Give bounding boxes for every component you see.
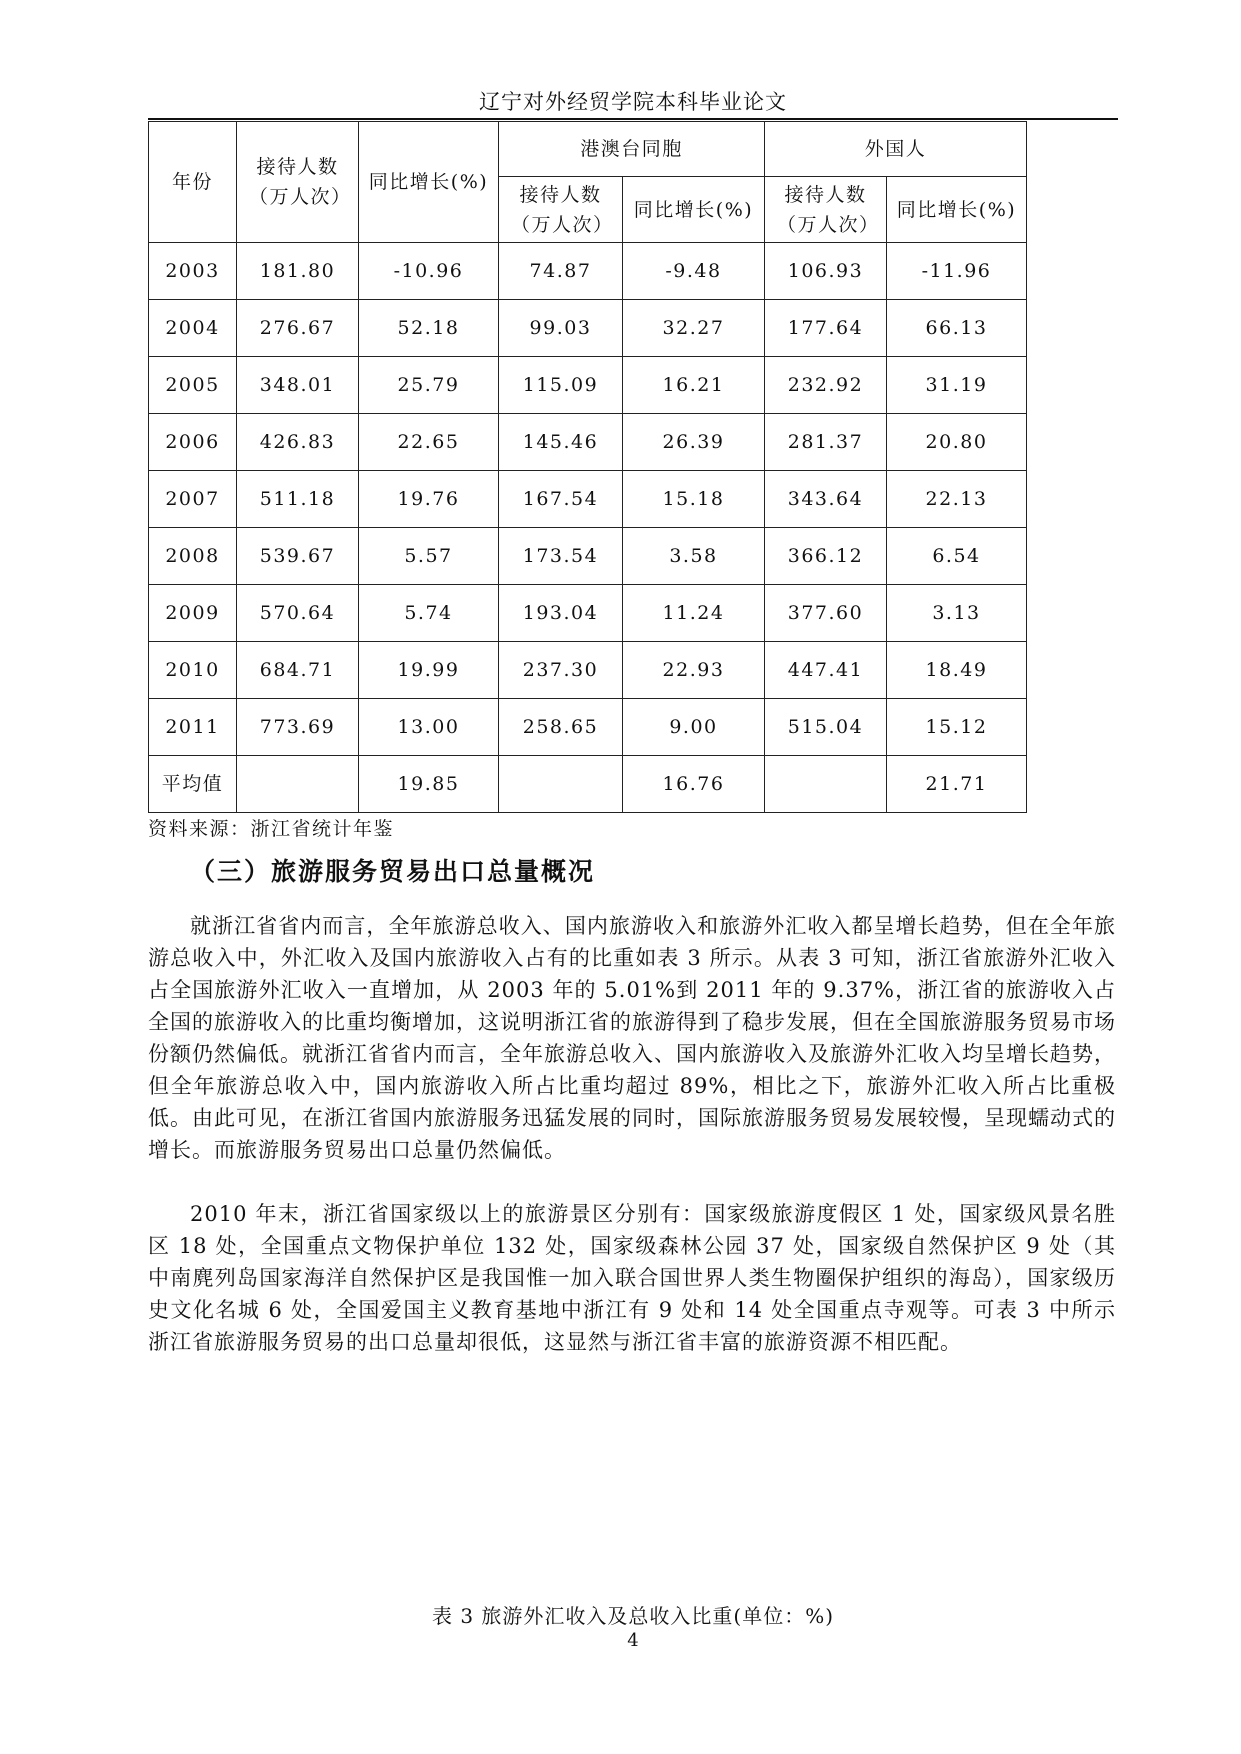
source-note: 资料来源：浙江省统计年鉴 <box>148 818 395 840</box>
cell-foreign: 515.04 <box>765 699 887 756</box>
table-row <box>149 357 1027 414</box>
header-rule <box>148 118 1118 120</box>
cell-hmt-growth: 22.93 <box>623 642 765 699</box>
cell-total: 276.67 <box>237 300 359 357</box>
body-paragraph: 就浙江省省内而言，全年旅游总收入、国内旅游收入和旅游外汇收入都呈增长趋势，但在全年旅游总收入中，外汇收入及国内旅游收入占有的比重如表 3 所示。从表 3 可知，浙江省旅游外汇收入占全国旅游外汇收入一直增加，从 2003 年的 5.01%到 2011 年的 9.37%，浙江省的旅游收入占全国的旅游收入的比重均衡增加，这说明浙江省的旅游得到了稳步发展，但在全国旅游服务贸易市场份额仍然偏低。就浙江省省内而言，全年旅游总收入、国内旅游收入及旅游外汇收入均呈增长趋势，但全年旅游总收入中，国内旅游收入所占比重均超过 89%，相比之下，旅游外汇收入所占比重极低。由此可见，在浙江省国内旅游服务迅猛发展的同时，国际旅游服务贸易发展较慢，呈现蠕动式的增长。而旅游服务贸易出口总量仍然偏低。 <box>148 914 1116 1162</box>
cell-hmt-growth: 32.27 <box>623 300 765 357</box>
cell-year: 2009 <box>149 585 237 642</box>
section-heading: （三）旅游服务贸易出口总量概况 <box>190 857 596 886</box>
table-row <box>149 300 1027 357</box>
cell-foreign-growth: 31.19 <box>887 357 1027 414</box>
cell-foreign-growth: 18.49 <box>887 642 1027 699</box>
cell-total-growth: 25.79 <box>359 357 499 414</box>
cell-foreign-growth: -11.96 <box>887 243 1027 300</box>
cell-total: 570.64 <box>237 585 359 642</box>
cell-year: 2007 <box>149 471 237 528</box>
cell-year: 2004 <box>149 300 237 357</box>
header-group-foreign: 外国人 <box>765 122 1027 177</box>
cell-hmt: 258.65 <box>499 699 623 756</box>
cell-year: 2003 <box>149 243 237 300</box>
cell-foreign: 377.60 <box>765 585 887 642</box>
header-year: 年份 <box>149 122 237 243</box>
running-header: 辽宁对外经贸学院本科毕业论文 <box>479 90 787 114</box>
cell-total-growth: 13.00 <box>359 699 499 756</box>
cell-foreign: 106.93 <box>765 243 887 300</box>
cell-total: 348.01 <box>237 357 359 414</box>
cell-hmt: 115.09 <box>499 357 623 414</box>
header-hmt-growth: 同比增长(%) <box>623 177 765 243</box>
cell-total: 426.83 <box>237 414 359 471</box>
cell-hmt: 237.30 <box>499 642 623 699</box>
cell-year: 2008 <box>149 528 237 585</box>
cell-hmt: 99.03 <box>499 300 623 357</box>
table-row <box>149 528 1027 585</box>
cell-foreign-growth: 3.13 <box>887 585 1027 642</box>
cell-total-growth: 19.85 <box>359 756 499 813</box>
header-foreign-visitors: 接待人数（万人次） <box>765 177 887 243</box>
cell-total: 539.67 <box>237 528 359 585</box>
cell-foreign: 447.41 <box>765 642 887 699</box>
cell-total-growth: 5.74 <box>359 585 499 642</box>
cell-total: 684.71 <box>237 642 359 699</box>
cell-total-growth: 19.76 <box>359 471 499 528</box>
header-foreign-growth: 同比增长(%) <box>887 177 1027 243</box>
cell-foreign: 366.12 <box>765 528 887 585</box>
page-number: 4 <box>627 1630 639 1651</box>
table-row <box>149 699 1027 756</box>
cell-hmt-growth: 16.76 <box>623 756 765 813</box>
cell-total-growth: 22.65 <box>359 414 499 471</box>
table-row <box>149 243 1027 300</box>
header-group-hmt: 港澳台同胞 <box>499 122 765 177</box>
cell-hmt-growth: 9.00 <box>623 699 765 756</box>
cell-foreign-growth: 66.13 <box>887 300 1027 357</box>
table-row <box>149 756 1027 813</box>
tourism-visitors-table <box>148 121 1027 813</box>
cell-total: 181.80 <box>237 243 359 300</box>
body-paragraph: 2010 年末，浙江省国家级以上的旅游景区分别有：国家级旅游度假区 1 处，国家级风景名胜区 18 处，全国重点文物保护单位 132 处，国家级森林公园 37 处，国家级自然保护区 9 处（其中南麂列岛国家海洋自然保护区是我国惟一加入联合国世界人类生物圈保护组织的海岛），国家级历史文化名城 6 处，全国爱国主义教育基地中浙江有 9 处和 14 处全国重点寺观等。可表 3 中所示浙江省旅游服务贸易的出口总量却很低，这显然与浙江省丰富的旅游资源不相匹配。 <box>148 1202 1116 1354</box>
cell-hmt-growth: -9.48 <box>623 243 765 300</box>
table-caption: 表 3 旅游外汇收入及总收入比重(单位：%) <box>431 1604 835 1628</box>
cell-total: 773.69 <box>237 699 359 756</box>
cell-hmt-growth: 26.39 <box>623 414 765 471</box>
header-hmt-visitors: 接待人数（万人次） <box>499 177 623 243</box>
cell-foreign: 343.64 <box>765 471 887 528</box>
cell-year: 2005 <box>149 357 237 414</box>
cell-foreign: 232.92 <box>765 357 887 414</box>
cell-hmt: 74.87 <box>499 243 623 300</box>
cell-hmt-growth: 16.21 <box>623 357 765 414</box>
cell-foreign-growth: 21.71 <box>887 756 1027 813</box>
cell-year: 2010 <box>149 642 237 699</box>
cell-hmt: 193.04 <box>499 585 623 642</box>
cell-hmt-growth: 11.24 <box>623 585 765 642</box>
cell-foreign <box>765 756 887 813</box>
header-total-visitors: 接待人数（万人次） <box>237 122 359 243</box>
cell-total <box>237 756 359 813</box>
table-row <box>149 414 1027 471</box>
cell-hmt: 173.54 <box>499 528 623 585</box>
cell-total-growth: 19.99 <box>359 642 499 699</box>
cell-foreign: 281.37 <box>765 414 887 471</box>
table-row <box>149 471 1027 528</box>
cell-year: 平均值 <box>149 756 237 813</box>
cell-year: 2006 <box>149 414 237 471</box>
cell-foreign-growth: 15.12 <box>887 699 1027 756</box>
cell-hmt: 145.46 <box>499 414 623 471</box>
cell-foreign-growth: 20.80 <box>887 414 1027 471</box>
cell-foreign: 177.64 <box>765 300 887 357</box>
cell-hmt-growth: 15.18 <box>623 471 765 528</box>
cell-total-growth: 5.57 <box>359 528 499 585</box>
cell-total: 511.18 <box>237 471 359 528</box>
cell-hmt: 167.54 <box>499 471 623 528</box>
cell-hmt <box>499 756 623 813</box>
cell-foreign-growth: 6.54 <box>887 528 1027 585</box>
header-total-growth: 同比增长(%) <box>359 122 499 243</box>
cell-hmt-growth: 3.58 <box>623 528 765 585</box>
cell-foreign-growth: 22.13 <box>887 471 1027 528</box>
table-row <box>149 585 1027 642</box>
cell-total-growth: -10.96 <box>359 243 499 300</box>
cell-year: 2011 <box>149 699 237 756</box>
cell-total-growth: 52.18 <box>359 300 499 357</box>
table-row <box>149 642 1027 699</box>
